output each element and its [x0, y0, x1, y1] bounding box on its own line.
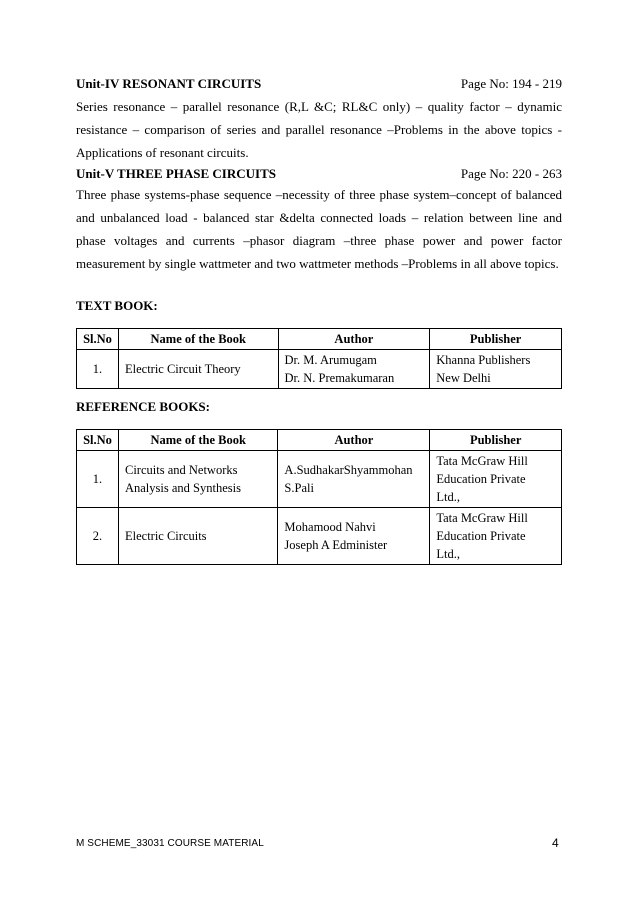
unit5-heading: [76, 166, 562, 182]
column-header: Publisher: [430, 430, 562, 451]
book-name-cell: [118, 451, 277, 508]
unit5-line: phase voltages and currents –phasor diagram –three phase power and power factor: [76, 233, 562, 248]
column-header: Sl.No: [77, 430, 119, 451]
reference-books-table: [76, 429, 562, 565]
slno-cell: 1.: [77, 451, 119, 508]
unit5-page-range: Page No: 220 - 263: [460, 166, 562, 181]
publisher-cell: [430, 451, 562, 508]
publisher-line: Education Private: [436, 472, 526, 486]
book-name-cell: [118, 508, 277, 565]
column-header: Name of the Book: [118, 430, 277, 451]
author-name: Dr. N. Premakumaran: [284, 371, 395, 385]
slno-cell: 1.: [77, 350, 119, 389]
unit5-description: [76, 183, 562, 275]
column-header: Publisher: [430, 329, 562, 350]
text-book-title: TEXT BOOK:: [76, 298, 158, 313]
author-cell: [278, 508, 430, 565]
publisher-line: Tata McGraw Hill: [436, 511, 528, 525]
slno-cell: 2.: [77, 508, 119, 565]
author-name: S.Pali: [284, 481, 314, 495]
reference-books-title: REFERENCE BOOKS:: [76, 399, 210, 414]
author-name: Mohamood Nahvi: [284, 520, 376, 534]
unit4-description: [76, 95, 562, 164]
page-number: 4: [552, 836, 559, 850]
author-name: Dr. M. Arumugam: [284, 353, 377, 367]
column-header: Author: [278, 430, 430, 451]
publisher-cell: [430, 508, 562, 565]
table-header-row: [77, 329, 562, 350]
table-row: [77, 350, 562, 389]
unit5-title: Unit-V THREE PHASE CIRCUITS: [76, 166, 276, 181]
book-name: Electric Circuits: [124, 529, 207, 543]
unit5-line: and unbalanced load - balanced star &delta connected loads – relation between line and: [76, 210, 562, 225]
author-cell: [278, 451, 430, 508]
unit5-line: Three phase systems-phase sequence –necessity of three phase system–concept of balanced: [76, 187, 562, 202]
unit4-page-range: Page No: 194 - 219: [460, 76, 562, 91]
footer-course-label: M SCHEME_33031 COURSE MATERIAL: [76, 838, 264, 849]
table-header-row: [77, 430, 562, 451]
column-header: Name of the Book: [118, 329, 278, 350]
unit4-title: Unit-IV RESONANT CIRCUITS: [76, 76, 262, 91]
book-name-cell: [118, 350, 278, 389]
text-book-table: [76, 328, 562, 389]
author-name: Joseph A Edminister: [284, 538, 388, 552]
publisher-line: Ltd.,: [436, 490, 460, 504]
column-header: Sl.No: [77, 329, 119, 350]
publisher-line: Khanna Publishers: [436, 353, 531, 367]
table-row: [77, 451, 562, 508]
unit4-line: resistance – comparison of series and parallel resonance –Problems in the above topics -: [76, 122, 562, 137]
book-name: Electric Circuit Theory: [124, 362, 241, 376]
author-name: A.SudhakarShyammohan: [284, 463, 413, 477]
unit4-line: Applications of resonant circuits.: [76, 145, 249, 160]
column-header: Author: [278, 329, 430, 350]
book-name: Analysis and Synthesis: [124, 481, 241, 495]
publisher-line: Ltd.,: [436, 547, 460, 561]
author-cell: [278, 350, 430, 389]
publisher-line: New Delhi: [436, 371, 491, 385]
unit4-line: Series resonance – parallel resonance (R,L &C; RL&C only) – quality factor – dynamic: [76, 99, 562, 114]
unit4-heading: [76, 76, 562, 92]
table-row: [77, 508, 562, 565]
publisher-line: Tata McGraw Hill: [436, 454, 528, 468]
book-name: Circuits and Networks: [124, 463, 238, 477]
publisher-cell: [430, 350, 562, 389]
publisher-line: Education Private: [436, 529, 526, 543]
unit5-line: measurement by single wattmeter and two wattmeter methods –Problems in all above topics.: [76, 256, 559, 271]
